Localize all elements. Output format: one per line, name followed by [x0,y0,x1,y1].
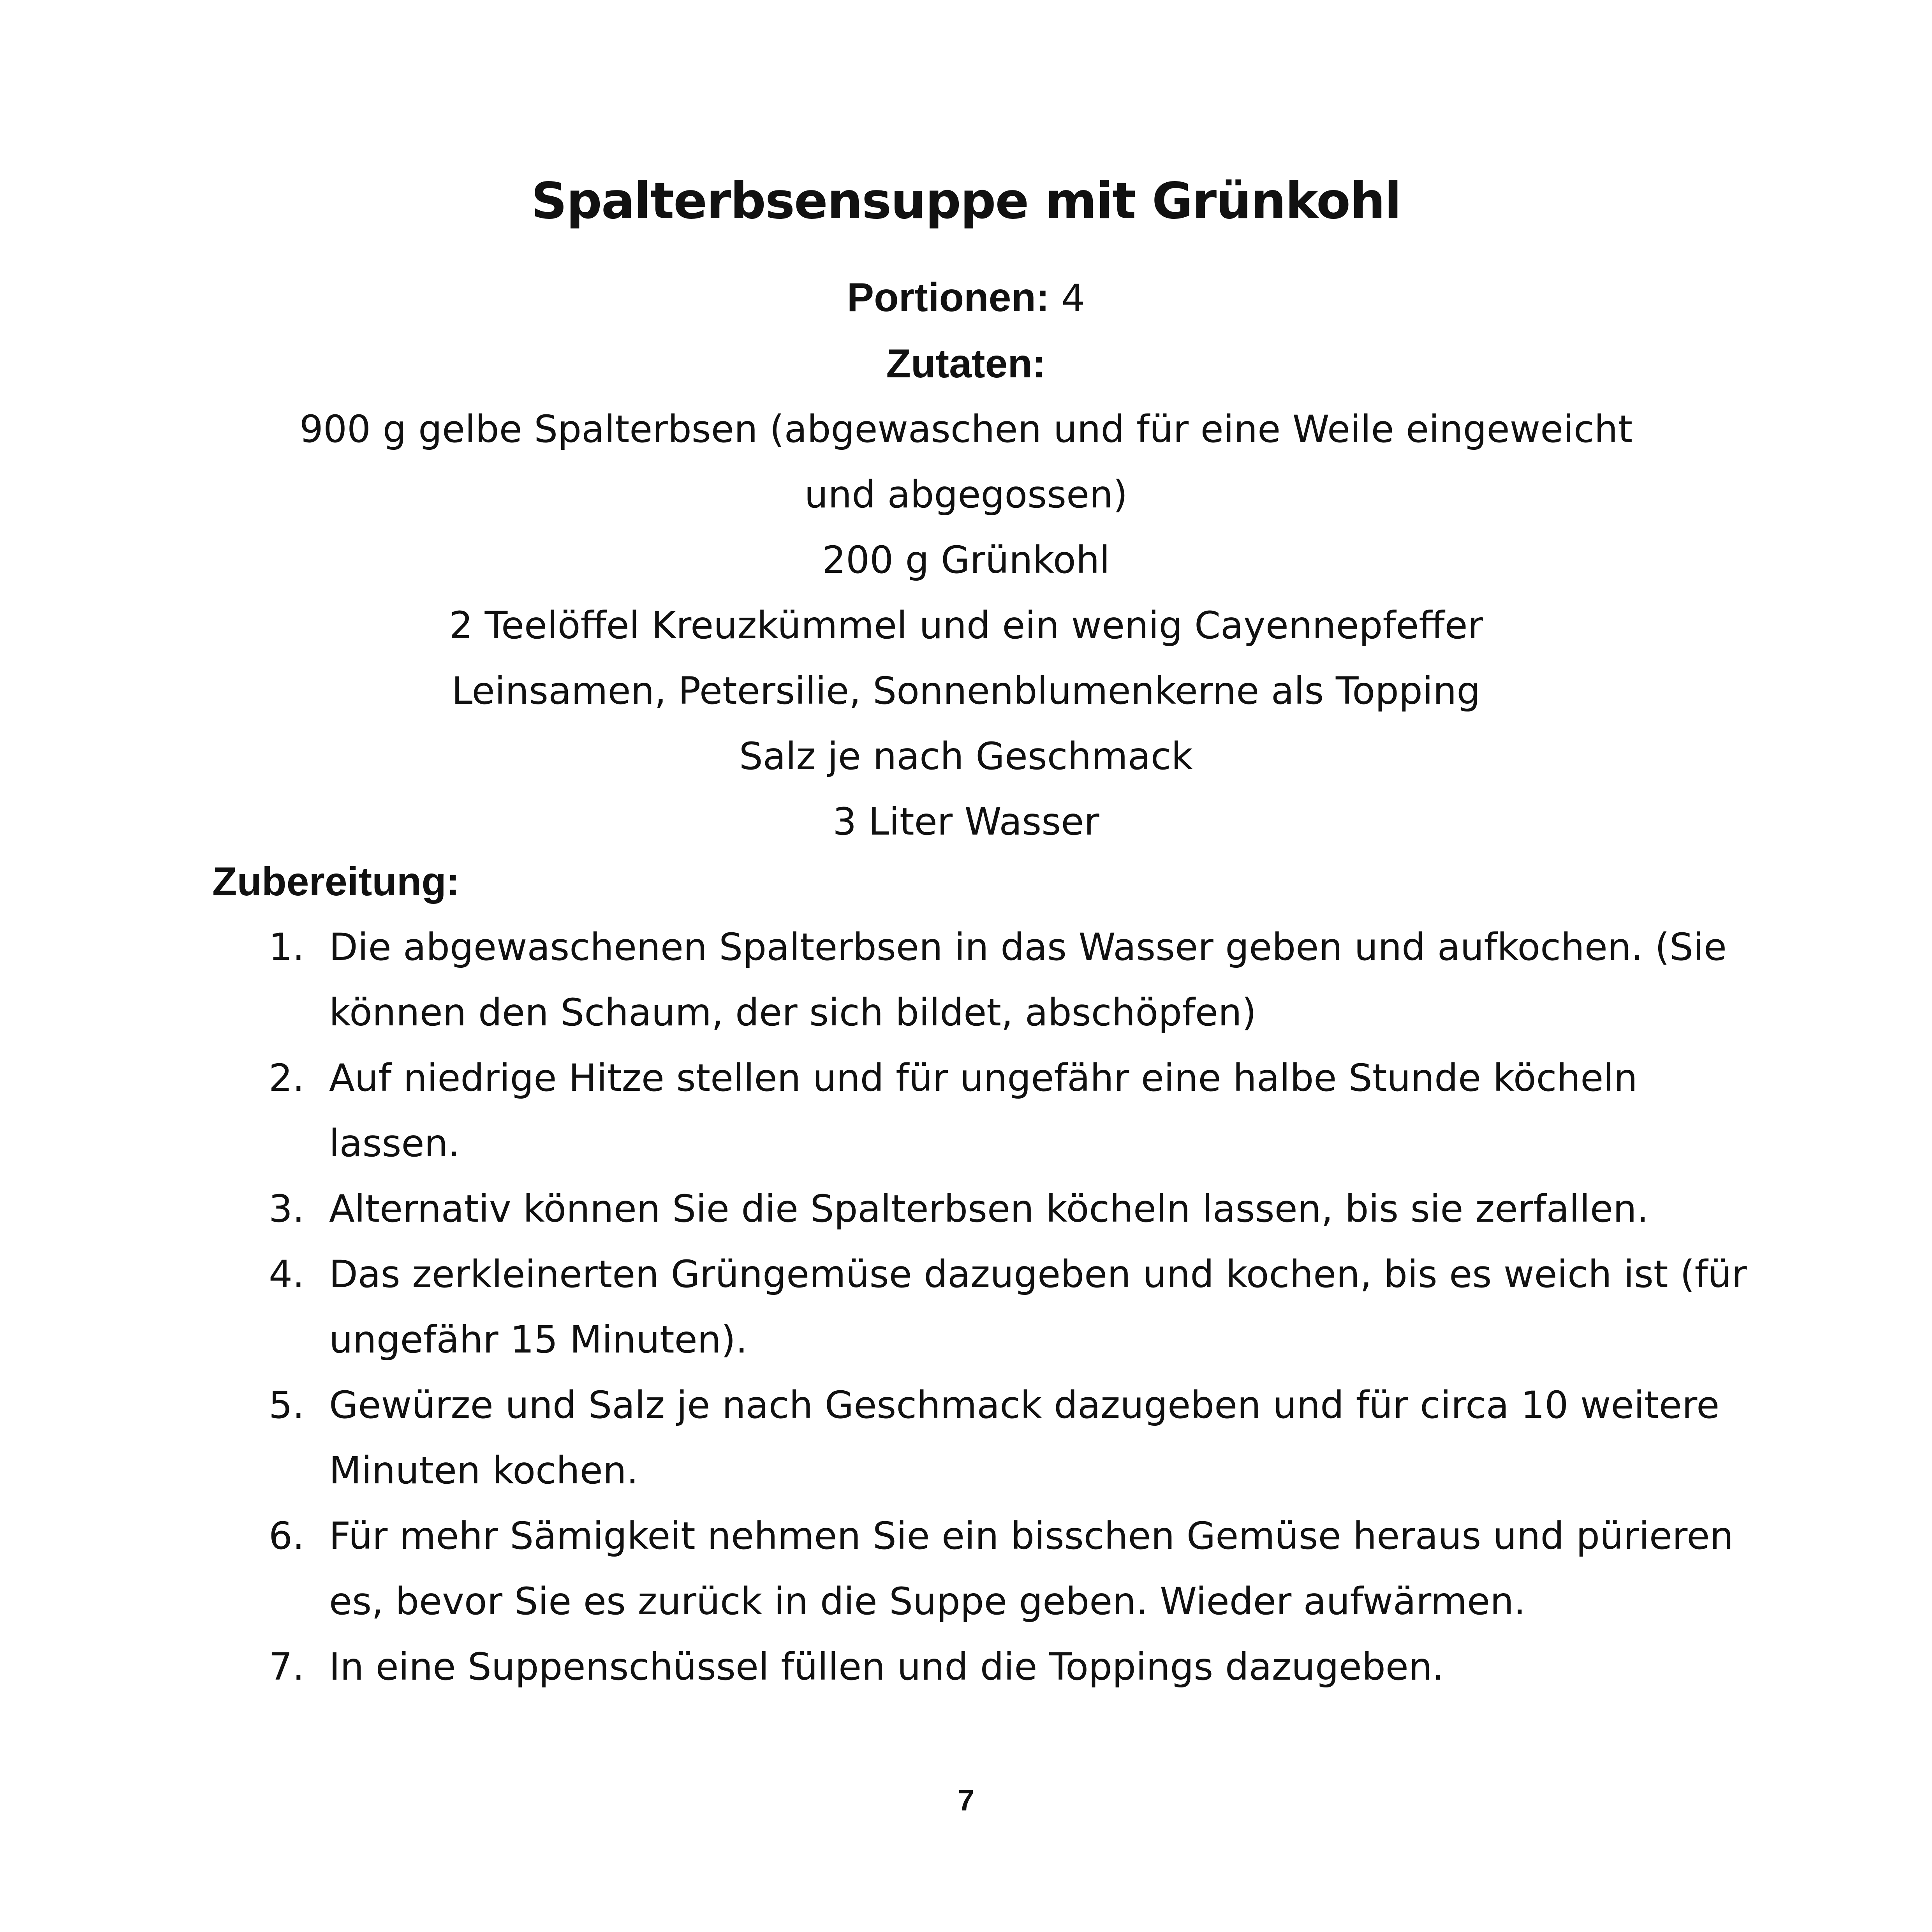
ingredient-item: 3 Liter Wasser [833,800,1099,844]
step-number: 6. [269,1514,305,1558]
step-number: 1. [269,925,305,969]
servings-value: 4 [1061,277,1085,320]
step-text: Die abgewaschenen Spalterbsen in das Wasser geben und aufkochen. (Sie können den Schaum, der sich bildet, abschöpfen) [329,925,1727,1034]
step-item [269,1176,1756,1242]
ingredient-item: Salz je nach Geschmack [739,734,1193,778]
step-text: Das zerkleinerten Grüngemüse dazugeben und kochen, bis es weich ist (für ungefähr 15 Minuten). [329,1252,1747,1361]
step-text: Für mehr Sämigkeit nehmen Sie ein bisschen Gemüse heraus und pürieren es, bevor Sie es zurück in die Suppe geben. Wieder aufwärmen. [329,1514,1734,1623]
step-item [269,1634,1756,1700]
ingredient-item: 2 Teelöffel Kreuzkümmel und ein wenig Cayennepfeffer [449,604,1483,647]
step-item [269,1503,1756,1634]
ingredients-list [265,396,1667,854]
step-item [269,1372,1756,1503]
preparation-steps [269,914,1756,1700]
step-item [269,1242,1756,1372]
step-number: 4. [269,1252,305,1296]
ingredient-item: Leinsamen, Petersilie, Sonnenblumenkerne als Topping [451,669,1481,713]
step-item [269,914,1756,1045]
step-item [269,1045,1756,1176]
ingredients-heading: Zutaten: [886,341,1046,386]
preparation-heading: Zubereitung: [212,859,460,904]
page-number: 7 [958,1784,974,1817]
step-number: 3. [269,1187,305,1231]
servings-label: Portionen: [847,275,1050,320]
ingredient-item: 900 g gelbe Spalterbsen (abgewaschen und für eine Weile eingeweicht und abgegossen) [299,407,1633,516]
step-text: Alternativ können Sie die Spalterbsen köcheln lassen, bis sie zerfallen. [329,1187,1649,1231]
step-number: 7. [269,1645,305,1689]
ingredient-item: 200 g Grünkohl [822,538,1110,582]
step-number: 5. [269,1383,305,1427]
step-text: Gewürze und Salz je nach Geschmack dazugeben und für circa 10 weitere Minuten kochen. [329,1383,1720,1492]
step-text: Auf niedrige Hitze stellen und für ungefähr eine halbe Stunde köcheln lassen. [329,1056,1638,1165]
step-number: 2. [269,1056,305,1100]
recipe-title: Spalterbsensuppe mit Grünkohl [531,172,1401,230]
recipe-header-block [0,265,1932,854]
step-text: In eine Suppenschüssel füllen und die Toppings dazugeben. [329,1645,1444,1689]
servings-line [0,265,1932,331]
